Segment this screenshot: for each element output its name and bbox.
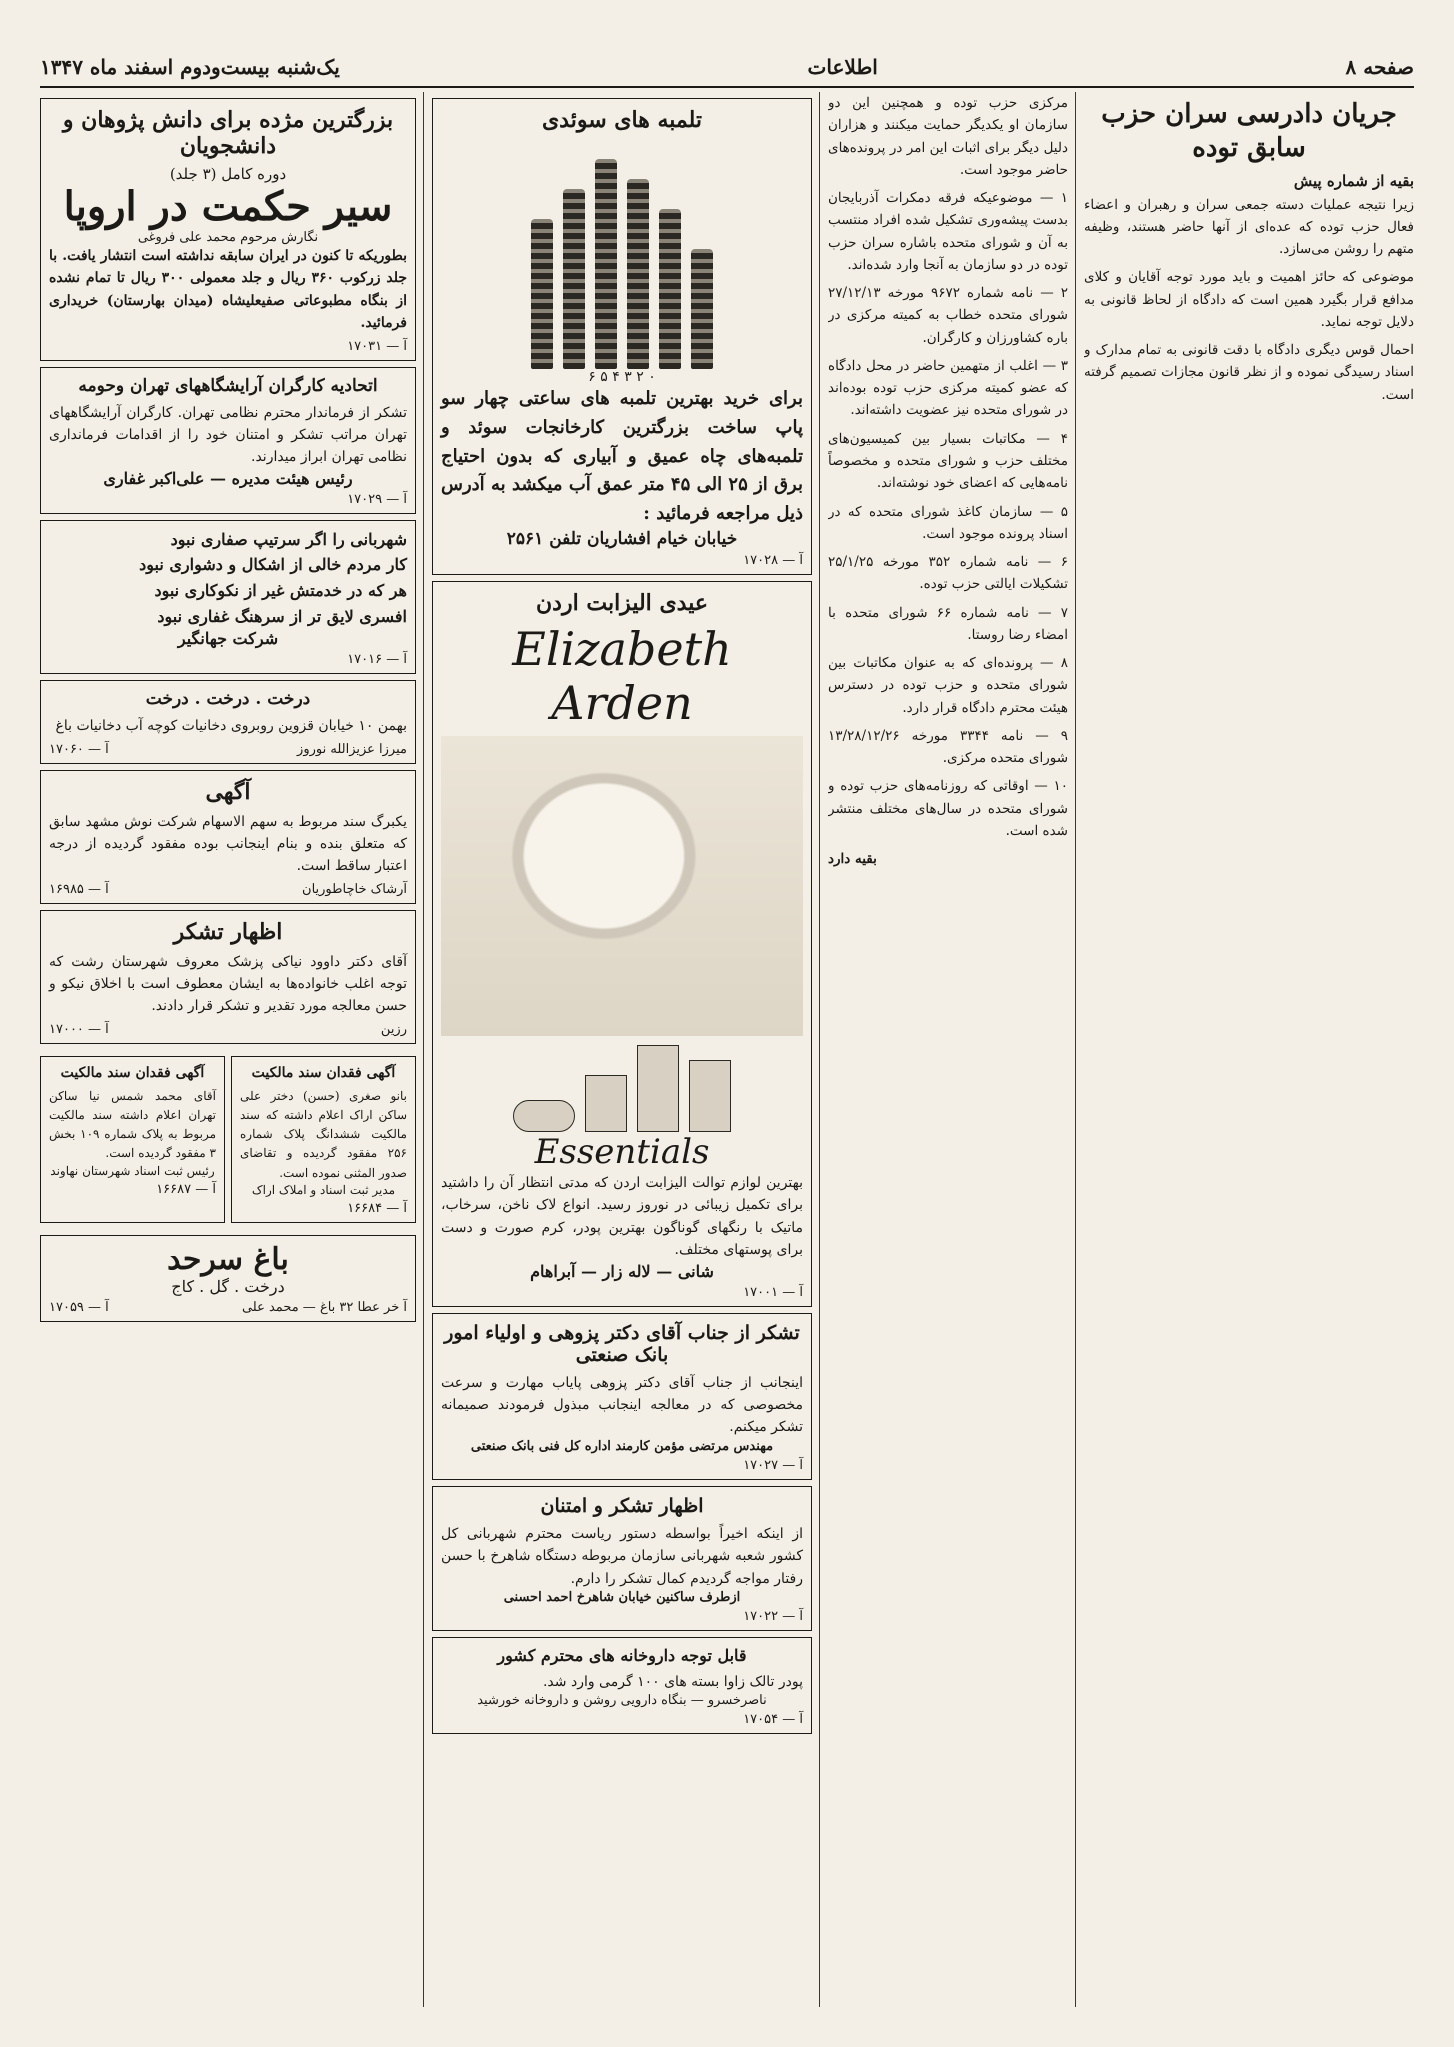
ad-swedish-pumps — [432, 98, 812, 575]
ad-signature: شرکت جهانگیر — [177, 629, 279, 649]
ad-title: اتحادیه کارگران آرایشگاههای تهران وحومه — [78, 375, 378, 396]
brand-logo: Elizabeth Arden — [512, 621, 732, 730]
ad-title: قابل توجه داروخانه های محترم کشور — [497, 1645, 747, 1665]
bottle-icon — [689, 1060, 731, 1132]
article-paragraph: ۷ — نامه شماره ۶۶ شورای متحده با امضاء رضا روستا. — [828, 604, 1068, 643]
article-paragraph: ۳ — اغلب از متهمین حاضر در محل دادگاه که عضو کمیته مرکزی حزب توده بوده‌اند در شورای متحده نیز عضویت داشته‌اند. — [828, 357, 1068, 419]
column-left — [40, 92, 416, 2007]
ad-elizabeth-arden — [432, 581, 812, 1307]
column-rule — [819, 92, 820, 2007]
column-mid-left — [432, 92, 812, 2007]
issue-date: یک‌شنبه بیست‌ودوم اسفند ماه ۱۳۴۷ — [40, 55, 340, 79]
ad-signature: ازطرف ساکنین خیابان شاهرخ احمد احسنی — [503, 1589, 741, 1605]
continued-note: بقیه دارد — [828, 851, 877, 868]
ad-code: آ خر عطا ۳۲ باغ — محمد علی آ — ۱۷۰۵۹ — [49, 1299, 407, 1315]
pumps-illustration — [441, 139, 803, 369]
ad-body: بهمن ۱۰ خیابان قزوین روبروی دخانیات کوچه آب دخانیات باغ — [55, 718, 407, 735]
pump-numbers: ۰ ۲ ۳ ۴ ۵ ۶ — [588, 369, 656, 385]
column-rule — [1075, 92, 1076, 2007]
ad-code: آ — ۱۷۰۲۲ — [743, 1608, 803, 1624]
ad-sub: دوره کامل (۳ جلد) — [169, 165, 287, 183]
bottle-icon — [637, 1045, 679, 1132]
column-mid-right — [828, 92, 1068, 2007]
ad-code: رزین آ — ۱۷۰۰۰ — [49, 1021, 407, 1037]
ad-code: آ — ۱۷۰۱۶ — [347, 652, 407, 668]
jar-icon — [513, 1100, 575, 1132]
ad-address: خیابان خیام افشاریان تلفن ۲۵۶۱ — [506, 528, 738, 549]
article-paragraph: ۱ — موضوعیکه فرقه دمکرات آذربایجان بدست پیشه‌وری تشکیل شده افراد منتسب به آن و شورای متحده باشاره سران حزب توده در دو سازمان به آنجا وارد شده‌اند. — [828, 190, 1068, 273]
shop-logo: باغ سرحد — [167, 1241, 289, 1277]
ad-code: آرشاک خاچاطوریان آ — ۱۶۹۸۵ — [49, 881, 407, 897]
pump-icon — [531, 219, 553, 369]
ad-title: اظهار تشکر — [173, 918, 283, 945]
ad-garden-shop — [40, 1235, 416, 1322]
ad-body: اینجانب از جناب آقای دکتر پزوهی پایاب مهارت و سرعت مخصوصی که در معالجه اینجانب مبذول فرمودند صمیمانه تشکر میکنم. — [441, 1374, 803, 1436]
ad-title: تلمبه های سوئدی — [541, 107, 703, 133]
page-header — [40, 48, 1414, 88]
ad-book — [40, 98, 416, 361]
ad-body: پودر تالک زاوا بسته های ۱۰۰ گرمی وارد شد. — [542, 1673, 803, 1690]
ad-lost-deed — [231, 1056, 416, 1223]
article-paragraph: ۸ — پرونده‌ای که به عنوان مکاتبات بین شورای متحده و حزب توده در دسترس هیئت محترم دادگاه قرار دارد. — [828, 655, 1068, 716]
ad-shop: ناصرخسرو — بنگاه دارویی روشن و داروخانه خورشید — [477, 1693, 767, 1709]
pump-icon — [627, 179, 649, 369]
cosmetics-illustration — [441, 1042, 803, 1132]
pump-icon — [659, 209, 681, 369]
ad-code: آ — ۱۶۶۸۴ — [347, 1200, 407, 1216]
ad-gratitude — [40, 910, 416, 1044]
book-title: سیر حکمت در اروپا — [63, 183, 393, 230]
ad-notice — [40, 770, 416, 904]
ad-code: آ — ۱۷۰۰۱ — [743, 1284, 803, 1300]
ad-body: از اینکه اخیراً بواسطه دستور ریاست محترم شهربانی کل کشور شعبه شهربانی سازمان مربوطه دستگاه شاهرخ با حسن رفتار مواجه گردیدم کمال تشکر را دارم. — [441, 1525, 803, 1587]
article-paragraph: ۱۰ — اوقاتی که روزنامه‌های حزب توده و شورای متحده در سال‌های مختلف منتشر شده است. — [828, 778, 1068, 839]
newspaper-name: اطلاعات — [807, 55, 878, 79]
ad-signature: مهندس مرتضی مؤمن کارمند اداره کل فنی بانک صنعتی — [470, 1438, 774, 1454]
ad-trees — [40, 680, 416, 763]
poem-line: شهربانی را اگر سرتیپ صفاری نبود — [170, 529, 407, 549]
column-rule — [423, 92, 424, 2007]
article-paragraph: احمال قوس دیگری دادگاه با دقت قانونی به تمام مدارک و اسناد رسیدگی نموده و از نظر قانون مجازات تصمیم گرفته است. — [1084, 342, 1414, 403]
article-paragraph: ۴ — مکاتبات بسیار بین کمیسیون‌های مختلف حزب و شورای متحده و مخصوصاً نامه‌هایی که اعضای خود نوشته‌اند. — [828, 430, 1068, 492]
pump-icon — [595, 159, 617, 369]
page-number: صفحه ۸ — [1345, 55, 1414, 79]
poem-line: هر که در خدمتش غیر از نکوکاری نبود — [154, 580, 407, 600]
essentials-logo: Essentials — [534, 1131, 710, 1172]
article-continuation: بقیه از شماره پیش — [1293, 171, 1414, 190]
ad-body: آقای محمد شمس نیا ساکن تهران اعلام داشته سند مالکیت مربوط به پلاک شماره ۱۰۹ بخش ۳ مفقود گردیده است. — [49, 1088, 216, 1161]
ad-title: آگهی فقدان سند مالکیت — [251, 1064, 396, 1081]
ad-body: درخت . گل . کاج — [171, 1276, 285, 1296]
ad-signature: رئیس ثبت اسناد شهرستان نهاوند — [50, 1163, 215, 1178]
ad-body: برای خرید بهترین تلمبه های ساعتی چهار سو پاپ ساخت بزرگترین کارخانجات سوئد و تلمبه‌های چاه عمیق و آبیاری که بدون احتیاج برق از ۲۵ الی ۴۵ متر عمق آب میکشد به آدرس ذیل مراجعه فرمائید : — [441, 388, 803, 525]
ad-title: تشکر از جناب آقای دکتر پزوهی و اولیاء امور بانک صنعتی — [444, 1321, 800, 1366]
ad-shop: شانی — لاله زار — آبراهام — [530, 1261, 714, 1281]
article-paragraph: زیرا نتیجه عملیات دسته جمعی سران و رهبران و اعضاء فعال حزب توده که عده‌ای از آنها حاضر هستند، وظیفه متهم را روشن می‌سازد. — [1084, 196, 1414, 258]
book-author: نگارش مرحوم محمد علی فروغی — [137, 230, 319, 245]
ad-title: عیدی الیزابت اردن — [536, 589, 708, 616]
ad-code: آ — ۱۷۰۵۴ — [743, 1712, 803, 1728]
ad-title: درخت . درخت . درخت — [145, 689, 311, 710]
ad-code: آ — ۱۷۰۲۸ — [743, 552, 803, 568]
ad-body: یکبرگ سند مربوط به سهم الاسهام شرکت نوش مشهد سابق که متعلق بنده و بنام اینجانب بوده مفقود گردیده از درجه اعتبار ساقط است. — [49, 813, 407, 875]
ad-code: آ — ۱۷۰۲۹ — [347, 491, 407, 507]
column-right — [1084, 92, 1414, 2007]
ad-thanks-police — [432, 1486, 812, 1631]
ad-poem — [40, 520, 416, 674]
article-paragraph: ۹ — نامه ۳۳۴۴ مورخه ۱۳/۲۸/۱۲/۲۶ شورای متحده مرکزی. — [828, 727, 1068, 767]
article-paragraph: ۲ — نامه شماره ۹۶۷۲ مورخه ۲۷/۱۲/۱۳ شورای متحده خطاب به کمیته مرکزی در باره کشاورزان و کارگران. — [828, 285, 1068, 346]
pump-icon — [691, 249, 713, 369]
ad-body: بطوریکه تا کنون در ایران سابقه نداشته است انتشار یافت. با جلد زرکوب ۳۶۰ ریال و جلد معمولی ۳۰۰ ریال تا تمام نشده از بنگاه مطبوعاتی صفیعلیشاه (میدان بهارستان) خریداری فرمائید. — [49, 248, 407, 332]
woman-portrait-illustration — [441, 736, 803, 1036]
lost-deed-row — [40, 1050, 416, 1229]
article-paragraph: ۶ — نامه شماره ۳۵۲ مورخه ۲۵/۱/۲۵ تشکیلات ایالتی حزب توده. — [828, 554, 1068, 593]
ad-pharmacy — [432, 1637, 812, 1734]
ad-code: آ — ۱۶۶۸۷ — [156, 1181, 216, 1197]
ad-signature: رئیس هیئت مدیره — علی‌اکبر غفاری — [103, 468, 353, 488]
ad-headline: بزرگترین مژده برای دانش پژوهان و دانشجویان — [62, 107, 394, 159]
ad-title: آگهی فقدان سند مالکیت — [60, 1064, 205, 1081]
ad-code: آ — ۱۷۰۲۷ — [743, 1457, 803, 1473]
pump-icon — [563, 189, 585, 369]
ad-body: تشکر از فرماندار محترم نظامی تهران. کارگران آرایشگاههای تهران مراتب تشکر و امتنان خود را از اقدامات فرمانداری نظامی تهران ابراز میدارند. — [49, 404, 407, 466]
ad-code: میرزا عزیزالله نوروز آ — ۱۷۰۶۰ — [49, 741, 407, 757]
ad-lost-deed — [40, 1056, 225, 1223]
ad-body: آقای دکتر داوود نیاکی پزشک معروف شهرستان رشت که توجه اغلب خانواده‌ها به ایشان معطوف است با اخلاق نیکو و حسن معالجه مورد تقدیر و تشکر قرار دادند. — [49, 953, 407, 1015]
poem-line: کار مردم خالی از اشکال و دشواری نبود — [139, 555, 407, 575]
ad-title: آگهی — [205, 778, 251, 805]
ad-barbers-union — [40, 367, 416, 514]
ad-signature: مدیر ثبت اسناد و املاک اراک — [251, 1182, 396, 1197]
ad-body: بانو صغری (حسن) دختر علی ساکن اراک اعلام داشته که سند مالکیت ششدانگ پلاک شماره ۲۵۶ مفقود گردیده و تقاضای صدور المثنی نموده است. — [240, 1088, 407, 1180]
ad-code: آ — ۱۷۰۳۱ — [347, 338, 407, 354]
article-title: جریان دادرسی سران حزب سابق توده — [1101, 99, 1397, 163]
bottle-icon — [585, 1075, 627, 1132]
article-paragraph: موضوعی که حائز اهمیت و باید مورد توجه آقایان و کلای مدافع قرار بگیرد همین است که دادگاه از لحاظ قانونی به دلایل توجه نماید. — [1084, 269, 1414, 330]
article-paragraph: ۵ — سازمان کاغذ شورای متحده که در اسناد پرونده موجود است. — [828, 503, 1068, 542]
ad-title: اظهار تشکر و امتنان — [540, 1494, 704, 1517]
ad-body: بهترین لوازم توالت الیزابت اردن که مدتی انتظار آن را داشتید برای تکمیل زیبائی در نوروز رسید. انواع لاک ناخن، سرخاب، ماتیک با رنگهای گوناگون بهترین پودر، کرم صورت و دست برای پوستهای مختلف. — [441, 1174, 803, 1259]
ad-thanks-doctor — [432, 1313, 812, 1480]
poem-line: افسری لایق تر از سرهنگ غفاری نبود — [157, 606, 407, 626]
article-paragraph: مرکزی حزب توده و همچنین این دو سازمان او یکدیگر حمایت میکنند و هزاران دلیل دیگر برای اثبات این امر در پرونده‌های حاضر موجود است. — [828, 95, 1068, 178]
